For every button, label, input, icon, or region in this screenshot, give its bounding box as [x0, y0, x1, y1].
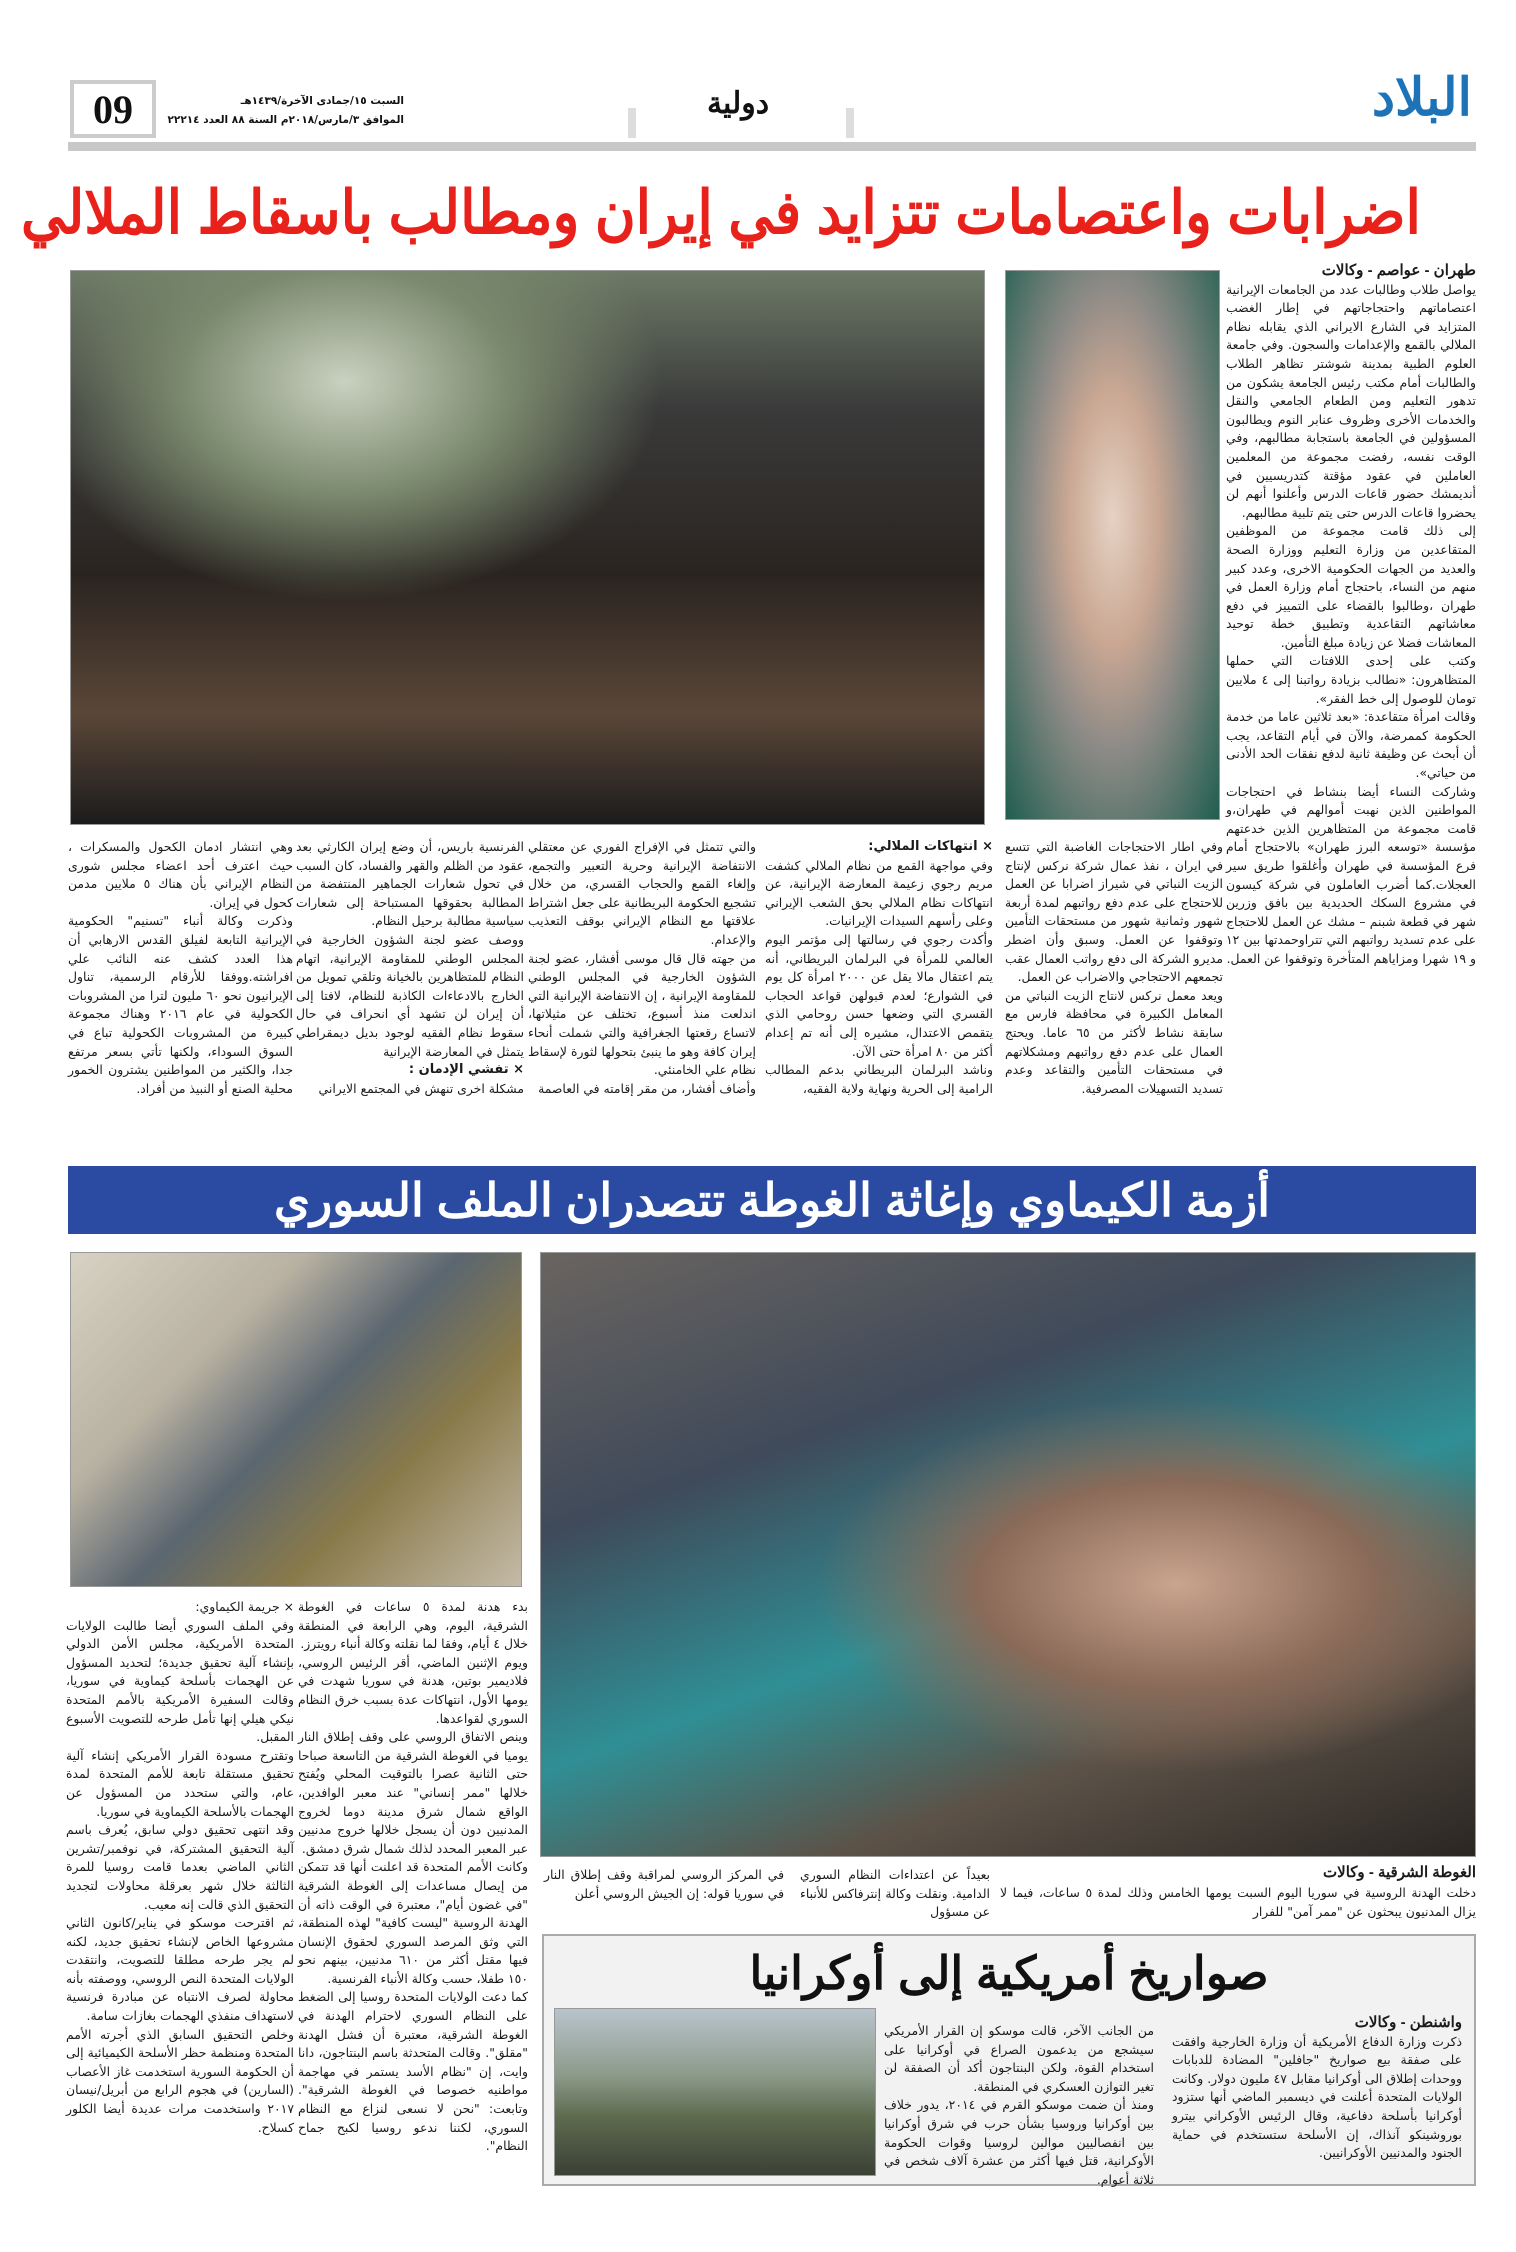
subheading: × تفشي الإدمان :: [408, 1062, 524, 1078]
iran-column-5: [296, 838, 524, 1098]
paragraph: وكانت الأمم المتحدة قد اعلنت أنها قد تتمكن من إيصال مساعدات إلى الغوطة الشرقية "في غضون أيام"، معتبرة في الوقت ذاته أن الهدنة الروسية "ليست كافية" لهذه المنطقة، التي وثق المرصد السوري لحقوق الإنسان فيها مقتل أكثر من ٦١٠ مدنيين، بينهم نحو ١٥٠ طفلا، حسب وكالة الأنباء الفرنسية.: [298, 1859, 528, 1986]
subheading: × انتهاكات الملالي:: [868, 839, 993, 854]
divider-right: [846, 108, 854, 138]
masthead-rule: [68, 142, 1476, 151]
hijri-date: السبت ١٥/جمادى الآخرة/١٤٣٩هـ: [240, 95, 404, 107]
iran-column-3: [765, 838, 993, 1098]
iran-headline: اضرابات واعتصامات تتزايد في إيران ومطالب باسقاط الملالي: [21, 179, 1422, 246]
paragraph: ويوم الإثنين الماضي، أقر الرئيس الروسي، فلاديمير بوتين، هدنة في سوريا شهدت في يومها الأول، انتهاكات عدة بسبب خرق النظام السوري لقواعدها.: [298, 1654, 528, 1726]
khamenei-photo: [1005, 270, 1220, 820]
paragraph: وكتب على إحدى اللافتات التي حملها المتظاهرون: «نطالب بزيادة رواتبنا إلى ٤ ملايين تومان للوصول إلى خط الفقر».: [1226, 653, 1476, 706]
section-title: دولية: [706, 87, 770, 120]
paragraph: وهي انتشار ادمان الكحول والمسكرات ، حيث اعترف أحد اعضاء مجلس شورى النظام الإيراني بأن هناك ٥ ملايين مدمن كحول في إيران.: [68, 839, 293, 910]
syria-column-b: [66, 1598, 294, 2137]
paragraph: ذكرت وزارة الدفاع الأمريكية أن وزارة الخارجية وافقت على صفقة بيع صواريخ "جافلين" المضادة للدبابات ووحدات إطلاق الى أوكرانيا مقابل ٤٧ مليون دولار. وكانت الولايات المتحدة أعلنت في ديسمبر الماضي أنها ستزود أوكرانيا بأسلحة دفاعية، وقال الرئيس الأوكراني بيترو بوروشينكو آنذاك، إن الأسلحة ستستخدم في حماية الجنود والمدنيين الأوكرانيين.: [1172, 2033, 1462, 2161]
paragraph: ومنذ أن ضمت موسكو القرم في ٢٠١٤، يدور خلاف بين أوكرانيا وروسيا بشأن حرب في شرق أوكرانيا بين انفصاليين موالين لروسيا وقوات الحكومة الأوكرانية، قتل فيها أكثر من عشرة آلاف شخص في ثلاثة أعوام.: [884, 2097, 1154, 2187]
paragraph: وأضاف أفشار، من مقر إقامته في العاصمة: [538, 1080, 756, 1096]
iran-column-2: [1005, 838, 1223, 1098]
ukraine-box: [542, 1934, 1476, 2186]
ghouta-children-photo: [540, 1252, 1476, 1857]
paragraph: ويعد معمل نركس لانتاج الزيت النباتي من المعامل الكبيرة في محافظة فارس مع سابقة نشاط لأكثر من ٦٥ عاما. ويحتج العمال على عدم دفع رواتبهم ومشكلاتهم في مستحقات التأمين والتقاعد وعدم تسديد التسهيلات المصرفية.: [1005, 987, 1223, 1096]
missile-launcher-photo: [554, 2008, 876, 2176]
paragraph: بدء هدنة لمدة ٥ ساعات في الغوطة الشرقية، اليوم، وهي الرابعة في المنطقة خلال ٤ أيام، وفقا لما نقلته وكالة أنباء رويترز.: [298, 1599, 528, 1652]
paragraph: وتقترح مسودة القرار الأمريكي إنشاء آلية تحقيق مستقلة تابعة للأمم المتحدة لمدة عام، والتي ستحدد من المسؤول عن الهجمات بالأسلحة الكيماوية في سوريا.: [66, 1747, 294, 1819]
date-block: [164, 92, 404, 130]
protest-crowd-photo: [70, 270, 985, 825]
paragraph: ووصف عضو لجنة الشؤون الخارجية في المجلس الوطني للمقاومة الإيرانية، اتهام النظام للمتظاهرين بالخيانة وتلقي تمويل من الخارج بالادعاءات الكاذبة للنظام، لافتا إلى أن إيران لن تشهد أي انحراف في حال سقوط نظام الفقيه لوجود بديل ديمقراطي يتمثل في المعارضة الإيرانية: [296, 931, 524, 1059]
paragraph: الفرنسية باريس، أن وضع إيران الكارثي بعد عقود من الظلم والقهر والفساد، كان السبب في تحول شعارات الجماهير المنتفضة من المطالبة بحقوقها المستباحة إلى شعارات سياسية مطالبة برحيل النظام.: [296, 839, 524, 929]
paragraph: وفي مواجهة القمع من نظام الملالي كشفت مريم رجوي زعيمة المعارضة الإيرانية، عن انتهاكات نظام الملالي بحق الشعب الإيراني وعلى رأسهم السيدات الإيرانيات.: [765, 857, 993, 929]
gregorian-date-issue: الموافق ٣/مارس/٢٠١٨م السنة ٨٨ العدد ٢٢٢١٤: [167, 114, 404, 126]
page-number-box: [70, 80, 156, 138]
paragraph: مشكلة اخرى تنهش في المجتمع الايراني: [318, 1080, 524, 1096]
iran-dateline: طهران - عواصم - وكالات: [1321, 262, 1476, 279]
syria-column-a: [298, 1598, 528, 2156]
divider-left: [628, 108, 636, 138]
paragraph: يواصل طلاب وطالبات عدد من الجامعات الإيرانية اعتصاماتهم واحتجاجاتهم في إطار الغضب المتزايد في الشارع الايراني الذي يقابله نظام الملالي بالقمع والإعدامات والسجون. وفي جامعة العلوم الطبية بمدينة شوشتر تظاهر الطلاب والطالبات أمام مكتب رئيس الجامعة يشكون من تدهور التعليم ومن الطعام الجامعي والنقل والخدمات الأخرى وظروف عنابر النوم ويطالبون المسؤولين في الجامعة باستجابة مطالبهم، وفي الوقت نفسه، رفضت مجموعة من المعلمين العاملين في عقود مؤقتة كتدريسيين في أنديمشك حضور قاعات الدرس وأعلنوا أنهم لن يحضروا قاعات الدرس حتى يتم تلبية مطالبهم.: [1226, 281, 1476, 520]
caption-text-1: دخلت الهدنة الروسية في سوريا اليوم السبت يومها الخامس وذلك لمدة ٥ ساعات، فيما لا يزال المدنيون يبحثون عن "ممر آمن" للفرار: [1000, 1885, 1476, 1919]
syria-headline: أزمة الكيماوي وإغاثة الغوطة تتصدران الملف السوري: [274, 1174, 1270, 1226]
iran-column-6: [68, 838, 293, 1098]
iran-column-1: [1226, 262, 1476, 969]
iran-headline-wrap: [21, 168, 1476, 260]
paragraph: إلى ذلك قامت مجموعة من الموظفين المتقاعدين من وزارة التعليم ووزارة الصحة والعديد من الجهات الحكومية الاخرى، وعدد كبير منهم من النساء، باحتجاج أمام وزارة العمل في طهران ،وطالبوا بالقضاء على التمييز في دفع معاشاتهم التقاعدية وتطبيق خطة توحيد المعاشات فضلا عن زيادة مبلغ التأمين.: [1226, 523, 1476, 650]
paragraph: وينص الاتفاق الروسي على وقف إطلاق النار يوميا في الغوطة الشرقية من التاسعة صباحا حتى الثانية عصرا بالتوقيت المحلي ويُفتح خلالها "ممر إنساني" عند معبر الوافدين، الواقع شمال شرق مدينة دوما لخروج المدنيين دون أن يسجل خلالها خروج مدنيين عبر المعبر المحدد لذلك شمال شرق دمشق.: [298, 1729, 528, 1856]
page-number: 09: [93, 86, 133, 132]
paragraph: ثم اقترحت موسكو في يناير/كانون الثاني مشروعها الخاص لإنشاء تحقيق جديد، لكنه لم يجر طرحه مطلقا للتصويت، وانتقدت الولايات المتحدة النص الروسي، ووصفته بأنه محاولة لصرف الانتباه عن مبادرة فرنسية لاستهداف منفذي الهجمات بغازات سامة.: [66, 1915, 294, 2024]
syria-headline-banner: [68, 1166, 1476, 1234]
paragraph: وقالت امرأة متقاعدة: «بعد ثلاثين عاما من خدمة الحكومة كممرضة، والآن في أيام التقاعد، يجب أن أبحث عن وظيفة ثانية لدفع نفقات الحد الأدنى من حياتي».: [1226, 709, 1476, 781]
paragraph: من الجانب الآخر، قالت موسكو إن القرار الأمريكي سيشجع من يدعمون الصراع في أوكرانيا على استخدام القوة، ولكن البنتاجون أكد أن الصفقة لن تغير التوازن العسكري في المنطقة.: [884, 2023, 1154, 2094]
ukraine-dateline: واشنطن - وكالات: [1354, 2014, 1462, 2031]
paragraph: وأكدت رجوي في رسالتها إلى مؤتمر اليوم العالمي للمرأة في البرلمان البريطاني، أنه يتم اعتقال مالا يقل عن ٢٠٠٠ امرأة كل يوم في الشوارع؛ لعدم قبولهن قواعد الحجاب القسري التي وضعها حسن روحامي الذي يتقمص الاعتدال، مشيره إلى أنه تم إعدام أكثر من ٨٠ امرأة حتى الآن.: [765, 931, 993, 1059]
paragraph: وناشد البرلمان البريطاني بدعم المطالب الرامية إلى الحرية ونهاية ولاية الفقيه،: [765, 1062, 993, 1096]
paragraph: من جهته قال قال موسى أفشار، عضو لجنة الشؤون الخارجية في المجلس الوطني للمقاومة الإيرانية ، إن الانتفاضة الإيرانية التي اندلعت منذ أسبوع، تختلف عن مثيلاتها، لاتساع رقعتها الجغرافية والتي شملت أنحاء إيران كافة وهو ما ينبئ بتحولها لثورة لإسقاط نظام علي الخامنئي.: [528, 950, 756, 1078]
paragraph: وفي الملف السوري أيضا طالبت الولايات المتحدة الأمريكية، مجلس الأمن الدولي بإنشاء آلية تحقيق جديدة؛ لتحديد المسؤول عن الهجمات بأسلحة كيماوية في سوريا، وقالت السفيرة الأمريكية بالأمم المتحدة نيكي هيلي إنها تأمل طرحه للتصويت الأسبوع المقبل.: [66, 1617, 294, 1745]
ukraine-column-2: [884, 2022, 1154, 2189]
iran-column-4: [528, 838, 756, 1098]
syria-dateline-block: [1206, 1864, 1476, 1883]
paragraph: وخلص التحقيق السابق الذي أجرته الأمم المتحدة ومنظمة حظر الأسلحة الكيميائية إلى أن الحكومة السورية استخدمت غاز الأعصاب (السارين) في هجوم الرابع من أبريل/نيسان ٢٠١٧ واستخدمت مرات عديدة أيضا الكلور كسلاح.: [66, 2026, 294, 2135]
paragraph: وذكرت وكالة أنباء "تسنيم" الحكومية الإيرانية التابعة لفيلق القدس الارهابي أن هذا العدد كشف عنه النائب علي افراشته.ووفقا للأرقام الرسمية، تناول الإيرانيون نحو ٦٠ مليون لترا من المشروبات الكحولية في عام ٢٠١٦ وهناك مجموعة كبيرة من المشروبات الكحولية تباع في السوق السوداء، ولكنها تأتي بسعر مرتفع جدا، والكثير من المواطنين يشترون الخمور محلية الصنع أو النبيذ من أفراد.: [68, 913, 294, 1096]
paragraph: وقد انتهى تحقيق دولي سابق، يُعرف باسم آلية التحقيق المشتركة، في نوفمبر/تشرين الثاني الماضي بعدما قامت روسيا للمرة الثالثة خلال شهر بعرقلة محاولات لتجديد التحقيق الذي قالت إنه معيب.: [66, 1822, 294, 1912]
ukraine-headline: صواريخ أمريكية إلى أوكرانيا: [749, 1947, 1269, 1999]
logo: البلاد: [1371, 69, 1472, 127]
paragraph: وشاركت النساء أيضا بنشاط في احتجاجات المواطنين الذين نهبت أموالهم في طهران،و قامت مجموعة من المتظاهرين الذين خدعتهم مؤسسة «توسعه البرز طهران» بالاحتجاج أمام فرع المؤسسة في طهران وأغلقوا طريق سير العجلات.كما أضرب العاملون في شركة كيسون في مشروع السكك الحديدية بين بافق وزرين شهر في قطعة شبنم – مشك عن العمل للاحتجاج على عدم تسديد رواتبهم التي تتراوحمدتها بين ١٢ و ١٩ شهرا ومزاياهم المتأخرة وتوقفوا عن العمل.: [1226, 783, 1476, 966]
paragraph: والتي تتمثل في الإفراج الفوري عن معتقلي الانتفاضة الإيرانية وحرية التعبير والتجمع، وإلغاء القمع والحجاب القسري، من خلال تشجيع الحكومة البريطانية على جعل اشتراط علاقتها مع النظام الإيراني بوقف التعذيب والإعدام.: [528, 839, 756, 947]
masthead: [68, 69, 1476, 152]
chemical-inspectors-photo: [70, 1252, 522, 1587]
ukraine-column-1: [1172, 2014, 1462, 2163]
caption-text-2: بعيداً عن اعتداءات النظام السوري الدامية. ونقلت وكالة إنترفاكس للأنباء عن مسؤول: [800, 1867, 990, 1920]
caption-text-3: في المركز الروسي لمراقبة وقف إطلاق النار في سوريا قوله: إن الجيش الروسي أعلن: [544, 1867, 784, 1901]
paragraph: كما دعت الولايات المتحدة روسيا إلى الضغط على النظام السوري لاحترام الهدنة في الغوطة الشرقية، معتبرة أن فشل الهدنة "مقلق". وقالت المتحدثة باسم البنتاجون، دانا وايت، إن "نظام الأسد يستمر في مهاجمة مواطنيه خصوصا في الغوطة الشرقية". وتابعت: "نحن لا نسعى لنزاع مع النظام السوري، لكننا ندعو روسيا لكبح جماح النظام".: [298, 1989, 528, 2154]
syria-dateline: الغوطة الشرقية - وكالات: [1323, 1864, 1476, 1881]
paragraph: وفي اطار الاحتجاجات الغاضبة التي تتسع في ايران ، نفذ عمال شركة نركس لإنتاج الزيت النباتي في شيراز اضرابا عن العمل للاحتجاج على عدم دفع رواتبهم لمدة أربعة شهور وثمانية شهور من مستحقات التأمين وتوقفوا عن العمل. وسبق وأن اضطر مديرو الشركة الى دفع رواتب العمال عقب تجمعهم الاحتجاجي والاضراب عن العمل.: [1005, 839, 1223, 985]
subheading: × جريمة الكيماوي:: [195, 1599, 294, 1614]
